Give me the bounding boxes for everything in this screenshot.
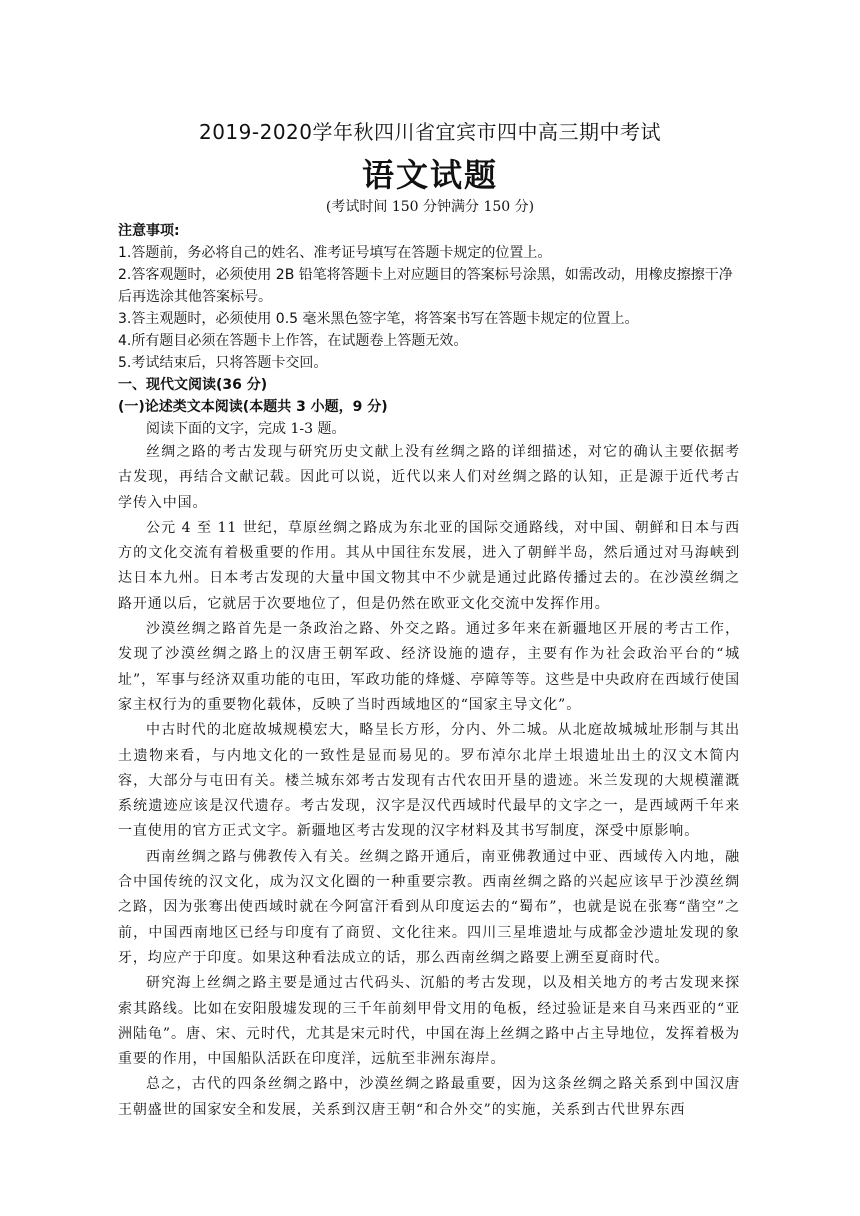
exam-info: (考试时间 150 分钟满分 150 分) bbox=[325, 199, 535, 215]
section-heading: 一、现代文阅读(36 分) bbox=[118, 377, 268, 393]
notice-item: 4.所有题目必须在答题卡上作答，在试题卷上答题无效。 bbox=[118, 333, 468, 349]
notice-item: 3.答主观题时，必须使用 0.5 毫米黑色签字笔，将答案书写在答题卡规定的位置上。 bbox=[118, 311, 639, 327]
exam-title: 2019-2020学年秋四川省宜宾市四中高三期中考试 bbox=[198, 120, 661, 144]
reading-instruction: 阅读下面的文字，完成 1-3 题。 bbox=[146, 421, 346, 437]
passage-paragraph: 研究海上丝绸之路主要是通过古代码头、沉船的考古发现，以及相关地方的考古发现来探索其路线。比如在安阳殷墟发现的三千年前刻甲骨文用的龟板，经过验证是来自马来西亚的“亚洲陆龟”。唐、宋、元时代，尤其是宋元时代，中国在海上丝绸之路中占主导地位，发挥着极为重要的作用，中国船队活跃在印度洋，远航至非洲东海岸。 bbox=[118, 975, 740, 1068]
notice-item: 5.考试结束后，只将答题卡交回。 bbox=[118, 355, 328, 371]
exam-content bbox=[118, 220, 740, 1123]
notice-heading: 注意事项: bbox=[118, 223, 180, 239]
passage-paragraph: 总之，古代的四条丝绸之路中，沙漠丝绸之路最重要，因为这条丝绸之路关系到中国汉唐王朝盛世的国家安全和发展，关系到汉唐王朝“和合外交”的实施，关系到古代世界东西 bbox=[118, 1076, 740, 1118]
subject-title: 语文试题 bbox=[361, 156, 498, 194]
passage-paragraph: 沙漠丝绸之路首先是一条政治之路、外交之路。通过多年来在新疆地区开展的考古工作，发现了沙漠丝绸之路上的汉唐王朝军政、经济设施的遗存，主要有作为社会政治平台的“城址”，军事与经济双重功能的屯田，军政功能的烽燧、亭障等等。这些是中央政府在西域行使国家主权行为的重要物化载体，反映了当时西域地区的“国家主导文化”。 bbox=[118, 621, 740, 713]
notice-item: 2.答客观题时，必须使用 2B 铅笔将答题卡上对应题目的答案标号涂黑，如需改动，用橡皮擦擦干净后再选涂其他答案标号。 bbox=[118, 267, 733, 305]
passage-paragraph: 西南丝绸之路与佛教传入有关。丝绸之路开通后，南亚佛教通过中亚、西域传入内地，融合中国传统的汉文化，成为汉文化圈的一种重要宗教。西南丝绸之路的兴起应该早于沙漠丝绸之路，因为张骞出使西域时就在今阿富汗看到从印度运去的“蜀布”，也就是说在张骞“凿空”之前，中国西南地区已经与印度有了商贸、文化往来。四川三星堆遗址与成都金沙遗址发现的象牙，均应产于印度。如果这种看法成立的话，那么西南丝绸之路要上溯至夏商时代。 bbox=[118, 848, 740, 966]
notice-item: 1.答题前，务必将自己的姓名、准考证号填写在答题卡规定的位置上。 bbox=[118, 245, 552, 261]
passage-paragraph: 中古时代的北庭故城规模宏大，略呈长方形，分内、外二城。从北庭故城城址形制与其出土遗物来看，与内地文化的一致性是显而易见的。罗布淖尔北岸土垠遗址出土的汉文木简内容，大部分与屯田有关。楼兰城东郊考古发现有古代农田开垦的遗迹。米兰发现的大规模灌溉系统遗迹应该是汉代遗存。考古发现，汉字是汉代西域时代最早的文字之一，是西域两千年来一直使用的官方正式文字。新疆地区考古发现的汉字材料及其书写制度，深受中原影响。 bbox=[118, 722, 740, 840]
passage-paragraph: 公元 4 至 11 世纪，草原丝绸之路成为东北亚的国际交通路线，对中国、朝鲜和日本与西方的文化交流有着极重要的作用。其从中国往东发展，进入了朝鲜半岛，然后通过对马海峡到达日本九州。日本考古发现的大量中国文物其中不少就是通过此路传播过去的。在沙漠丝绸之路开通以后，它就居于次要地位了，但是仍然在欧亚文化交流中发挥作用。 bbox=[118, 519, 740, 612]
passage-paragraph: 丝绸之路的考古发现与研究历史文献上没有丝绸之路的详细描述，对它的确认主要依据考古发现，再结合文献记载。因此可以说，近代以来人们对丝绸之路的认知，正是源于近代考古学传入中国。 bbox=[118, 444, 740, 511]
section-subheading: (一)论述类文本阅读(本题共 3 小题，9 分) bbox=[118, 399, 388, 415]
